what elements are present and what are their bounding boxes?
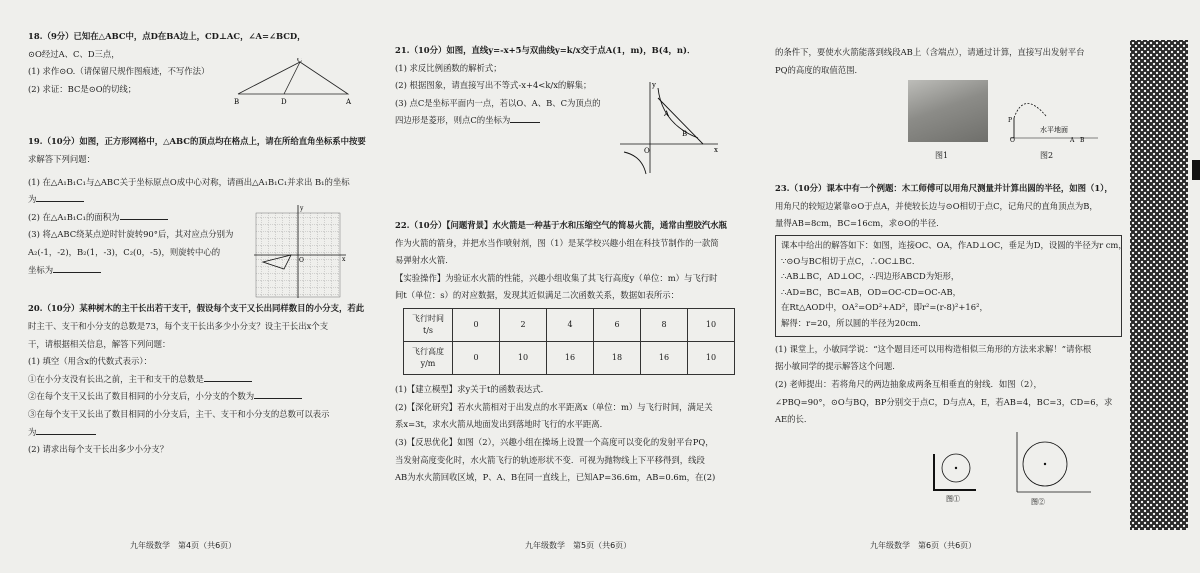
flight-data-table: [403, 308, 735, 375]
footer-page5: 九年级数学 第5页（共6页）: [525, 541, 632, 550]
q20-sub2: (2) 请求出每个支干长出多少小分支？: [28, 444, 169, 455]
solution-line: ∴AB⊥BC，AD⊥OC，∴四边形ABCD为矩形，: [781, 271, 960, 282]
q21-sub3a: (3) 点C是坐标平面内一点，若以O、A、B、C为顶点的: [395, 97, 601, 108]
q20-sub1-3b-row: [28, 426, 378, 439]
q23-sub1b: 据小敏同学的提示解答这个问题．: [775, 361, 901, 372]
label-B: B: [234, 98, 240, 106]
q18-line1: 18.（9分）已知在△ABC中，点D在BA边上，CD⊥AC，∠A=∠BCD，: [28, 31, 306, 41]
textbook-solution-box: [775, 235, 1127, 337]
table-cell: 0: [453, 309, 500, 342]
q22-line3: 易弹射水火箭．: [395, 255, 454, 266]
table-cell: 6: [594, 309, 641, 342]
q19-sub3c: 坐标为: [28, 264, 54, 275]
q20-line1: 20.（10分）某种树木的主干长出若干支干，假设每个支干又长出同样数目的小分支，若此: [28, 303, 365, 314]
table-row: [404, 342, 735, 375]
label-D: D: [281, 98, 287, 106]
table-cell: 18: [594, 342, 641, 375]
q22-sub1: (1)【建立模型】求y关于t的函数表达式．: [395, 384, 549, 395]
ground-label: 水平地面: [1040, 126, 1068, 134]
point-A-label: A: [1070, 137, 1075, 142]
q23-sub1a: (1) 课堂上，小敏同学说：“这个题目还可以用构造相似三角形的方法来求解！”请你根: [775, 343, 1092, 354]
origin-label: O: [644, 147, 650, 155]
table-cell: 10: [500, 342, 547, 375]
q22-sub2a: (2)【深化研究】若水火箭相对于出发点的水平距离x（单位：m）与飞行时间，满足关: [395, 401, 713, 412]
q22cont-line1: 的条件下，要使水火箭能落到线段AB上（含端点），请通过计算，直接写出发射平台: [775, 47, 1085, 57]
table-header-height: 飞行高度 y/m: [404, 342, 453, 375]
footer-page6: 九年级数学 第6页（共6页）: [870, 541, 977, 550]
q23-sub2a: (2) 老师提出：若将角尺的两边抽象成两条互相垂直的射线．如图（2），: [775, 378, 1042, 389]
q21-line1: 21.（10分）如图，直线y=-x+5与双曲线y=k/x交于点A(1，m)，B(4，n)．: [395, 45, 696, 55]
photo-caption-fig1: 图1: [935, 151, 949, 160]
axis-y-label: y: [300, 205, 304, 212]
label-A: A: [346, 98, 352, 106]
answer-blank: [510, 114, 540, 123]
side-tab-mark: [1192, 160, 1200, 180]
q22-line2: 作为火箭的箭身，并把水当作喷射剂，图（1）是某学校兴趣小组在科技节制作的一款简: [395, 237, 719, 248]
q23-figure-1: [928, 448, 983, 503]
q22-line1: 22.（10分）【问题背景】水火箭是一种基于水和压缩空气的简易火箭，通常由塑胶汽水瓶: [395, 220, 727, 231]
q23-line3: 量得AB=8cm，BC=16cm，求⊙O的半径．: [775, 218, 945, 229]
q20-sub1-1: ①在小分支没有长出之前，主干和支干的总数是: [28, 373, 204, 384]
water-rocket-photo: [908, 80, 988, 142]
q23-sub2b: ∠PBQ=90°，⊙O与BQ，BP分别交于点C，D与点A，E，若AB=4，BC=3，CD=6，求: [775, 396, 1113, 407]
q23-sub2c: AE的长．: [775, 414, 813, 425]
q20-sub1: (1) 填空（用含x的代数式表示）：: [28, 356, 152, 367]
point-Q-label: Q: [1010, 137, 1015, 142]
q21-sub2: (2) 根据图象，请直接写出不等式-x+4<k/x的解集；: [395, 80, 592, 91]
point-B-label: B: [1080, 137, 1085, 142]
q18-sub2: (2) 求证：BC是⊙O的切线；: [28, 83, 137, 94]
q21-sub3b: 四边形是菱形，则点C的坐标为: [395, 115, 511, 126]
caption-fig1: 图①: [946, 495, 960, 503]
point-P-label: P: [1008, 117, 1013, 124]
solution-line: ∴AD=BC，BC=AB，OD=OC-CD=OC-AB，: [781, 286, 962, 297]
label-C: C: [297, 58, 303, 64]
q22-sub2b: 系x=3t，求水火箭从地面发出到落地时飞行的水平距离．: [395, 419, 609, 430]
q19-line1: 19.（10分）如图，正方形网格中，△ABC的顶点均在格点上，请在所给直角坐标系中按要: [28, 136, 366, 147]
caption-fig2: 图②: [1031, 498, 1045, 506]
q22-line5: 间t（单位：s）的对应数据，发现其近似满足二次函数关系，数据如表所示：: [395, 290, 680, 301]
q19-sub1a: (1) 在△A₁B₁C₁与△ABC关于坐标原点O成中心对称，请画出△A₁B₁C₁并求出 B₁的坐标: [28, 176, 350, 187]
table-cell: 0: [453, 342, 500, 375]
axis-x-label: x: [342, 256, 346, 263]
q23-figure-2: [1005, 428, 1095, 506]
q22-sub3b: 当发射高度变化时，水火箭飞行的轨迹形状不变．可视为抛物线上下平移得到，线段: [395, 454, 705, 465]
q23-line1: 23.（10分）课本中有一个例题：木工师傅可以用角尺测量并计算出圆的半径，如图（1），: [775, 183, 1113, 194]
side-pattern-strip: [1130, 40, 1188, 530]
table-row: [404, 309, 735, 342]
answer-blank: [204, 373, 252, 382]
trajectory-figure: [1000, 80, 1100, 142]
q18-triangle-figure: [232, 58, 357, 106]
table-cell: 10: [688, 309, 735, 342]
q22cont-line2: PQ的高度的取值范围．: [775, 64, 863, 75]
table-header-time: 飞行时间 t/s: [404, 309, 453, 342]
q21-graph-figure: [618, 78, 723, 178]
q18-sub1: (1) 求作⊙O.（请保留尺规作图痕迹，不写作法）: [28, 66, 210, 77]
table-cell: 10: [688, 342, 735, 375]
axis-y-label: y: [652, 81, 656, 89]
q20-sub1-3a: ③在每个支干又长出了数目相同的小分支后，主干、支干和小分支的总数可以表示: [28, 408, 330, 419]
q20-sub1-2: ②在每个支干又长出了数目相同的小分支后，小分支的个数为: [28, 391, 255, 402]
solution-line: 解得：r=20，所以圆的半径为20cm．: [781, 318, 927, 329]
answer-blank: [36, 426, 96, 435]
q19-sub3a: (3) 将△ABC绕某点逆时针旋转90°后，其对应点分别为: [28, 229, 234, 240]
caption-fig2: 图2: [1040, 151, 1054, 160]
q19-sub2: (2) 在△A₁B₁C₁的面积为: [28, 211, 120, 222]
q19-grid-figure: [254, 203, 349, 300]
q19-line2: 求解答下列问题：: [28, 154, 95, 165]
solution-line: ∵⊙O与BC相切于点C，∴OC⊥BC．: [781, 255, 921, 266]
q19-sub1b: 为: [28, 194, 37, 205]
q20-line3: 干，请根据相关信息，解答下列问题：: [28, 338, 171, 349]
axis-x-label: x: [714, 146, 718, 154]
answer-blank: [120, 211, 168, 220]
answer-blank: [254, 390, 302, 399]
q22-sub3a: (3)【反思优化】如图（2），兴趣小组在操场上设置一个高度可以变化的发射平台PQ，: [395, 436, 714, 447]
table-cell: 16: [641, 342, 688, 375]
answer-blank: [36, 193, 84, 202]
q20-sub1-1-row: [28, 373, 378, 386]
q23-line2: 用角尺的较短边紧靠⊙O于点A，并使较长边与⊙O相切于点C，记角尺的直角顶点为B，: [775, 200, 1098, 211]
q20-sub1-2-row: [28, 390, 378, 403]
origin-label: O: [299, 257, 304, 264]
footer-page4: 九年级数学 第4页（共6页）: [130, 541, 237, 550]
table-cell: 4: [547, 309, 594, 342]
q19-sub3b: A₂(-1，-2)，B₂(1，-3)，C₂(0，-5)，则旋转中心的: [28, 247, 221, 258]
table-cell: 16: [547, 342, 594, 375]
point-B-label: B: [682, 130, 688, 138]
q21-sub1: (1) 求反比例函数的解析式；: [395, 62, 502, 73]
solution-line: 在Rt△AOD中，OA²=OD²+AD²，即r²=(r-8)²+16²，: [781, 302, 988, 313]
q20-sub1-3b: 为: [28, 426, 37, 437]
answer-blank: [53, 264, 101, 273]
solution-line: 课本中给出的解答如下：如图，连接OC、OA，作AD⊥OC，垂足为D，设圆的半径为r cm，: [781, 240, 1127, 251]
q22-sub3c: AB为水火箭回收区域，P、A、B在同一直线上，已知AP=36.6m，AB=0.6m，在(2): [395, 472, 716, 483]
q20-line2: 时主干、支干和小分支的总数是73，每个支干长出多少小分支？设主干长出x个支: [28, 320, 329, 331]
point-A-label: A: [664, 110, 670, 118]
table-cell: 8: [641, 309, 688, 342]
q22-line4: 【实验操作】为验证水火箭的性能，兴趣小组收集了其飞行高度y（单位：m）与飞行时: [395, 272, 718, 283]
table-cell: 2: [500, 309, 547, 342]
q18-line2: ⊙O经过A、C、D三点，: [28, 48, 120, 59]
